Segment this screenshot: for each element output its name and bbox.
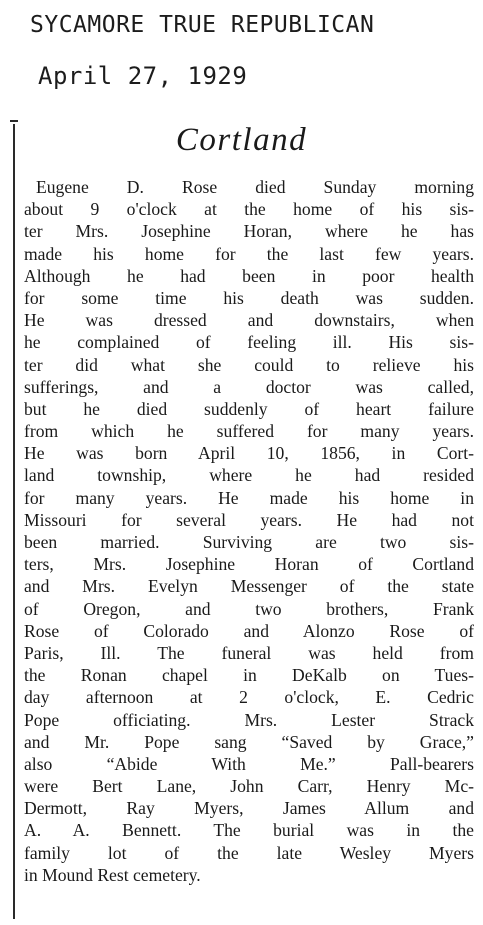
article-line: Pope officiating. Mrs. Lester Strack [24,709,474,730]
article-line: also “Abide With Me.” Pall-bearers [24,753,474,774]
article-line: made his home for the last few years. [24,243,474,264]
issue-date: April 27, 1929 [38,62,248,90]
article-line: were Bert Lane, John Carr, Henry Mc- [24,776,474,797]
article-line: but he died suddenly of heart failure [24,398,474,419]
article-line: ter did what she could to relieve his [24,354,474,375]
article-line: Missouri for several years. He had not [24,509,474,530]
article-line: for many years. He made his home in [24,487,474,508]
article-line: He was dressed and downstairs, when [24,310,474,331]
article-line: Rose of Colorado and Alonzo Rose of [24,620,474,641]
article-line: He was born April 10, 1856, in Cort- [24,443,474,464]
article-line: the Ronan chapel in DeKalb on Tues- [24,665,474,686]
article-line: ter Mrs. Josephine Horan, where he has [24,221,474,242]
newspaper-name: SYCAMORE TRUE REPUBLICAN [30,12,375,38]
article-line: about 9 o'clock at the home of his sis- [24,199,474,220]
article-line: Dermott, Ray Myers, James Allum and [24,798,474,819]
article-line: for some time his death was sudden. [24,287,474,308]
article-line: family lot of the late Wesley Myers [24,842,474,863]
article-line: ters, Mrs. Josephine Horan of Cortland [24,554,474,575]
article-line: been married. Surviving are two sis- [24,532,474,552]
article-line: from which he suffered for many years. [24,421,474,442]
article-line: Eugene D. Rose died Sunday morning [36,177,474,197]
article-line: sufferings, and a doctor was called, [24,376,474,397]
column-rule [13,124,15,919]
article-line: and Mr. Pope sang “Saved by Grace,” [24,731,474,752]
article-line: in Mound Rest cemetery. [24,864,201,885]
article-line: Although he had been in poor health [24,265,474,286]
article-headline: Cortland [175,122,308,158]
article-body [24,176,474,886]
article-line: Paris, Ill. The funeral was held from [24,642,474,663]
newspaper-clipping [0,112,483,925]
article-line: A. A. Bennett. The burial was in the [24,820,474,841]
article-line: and Mrs. Evelyn Messenger of the state [24,576,474,597]
article-line: of Oregon, and two brothers, Frank [24,598,474,619]
article-line: day afternoon at 2 o'clock, E. Cedric [24,687,474,708]
article-line: land township, where he had resided [24,465,474,486]
article-line: he complained of feeling ill. His sis- [24,332,474,353]
